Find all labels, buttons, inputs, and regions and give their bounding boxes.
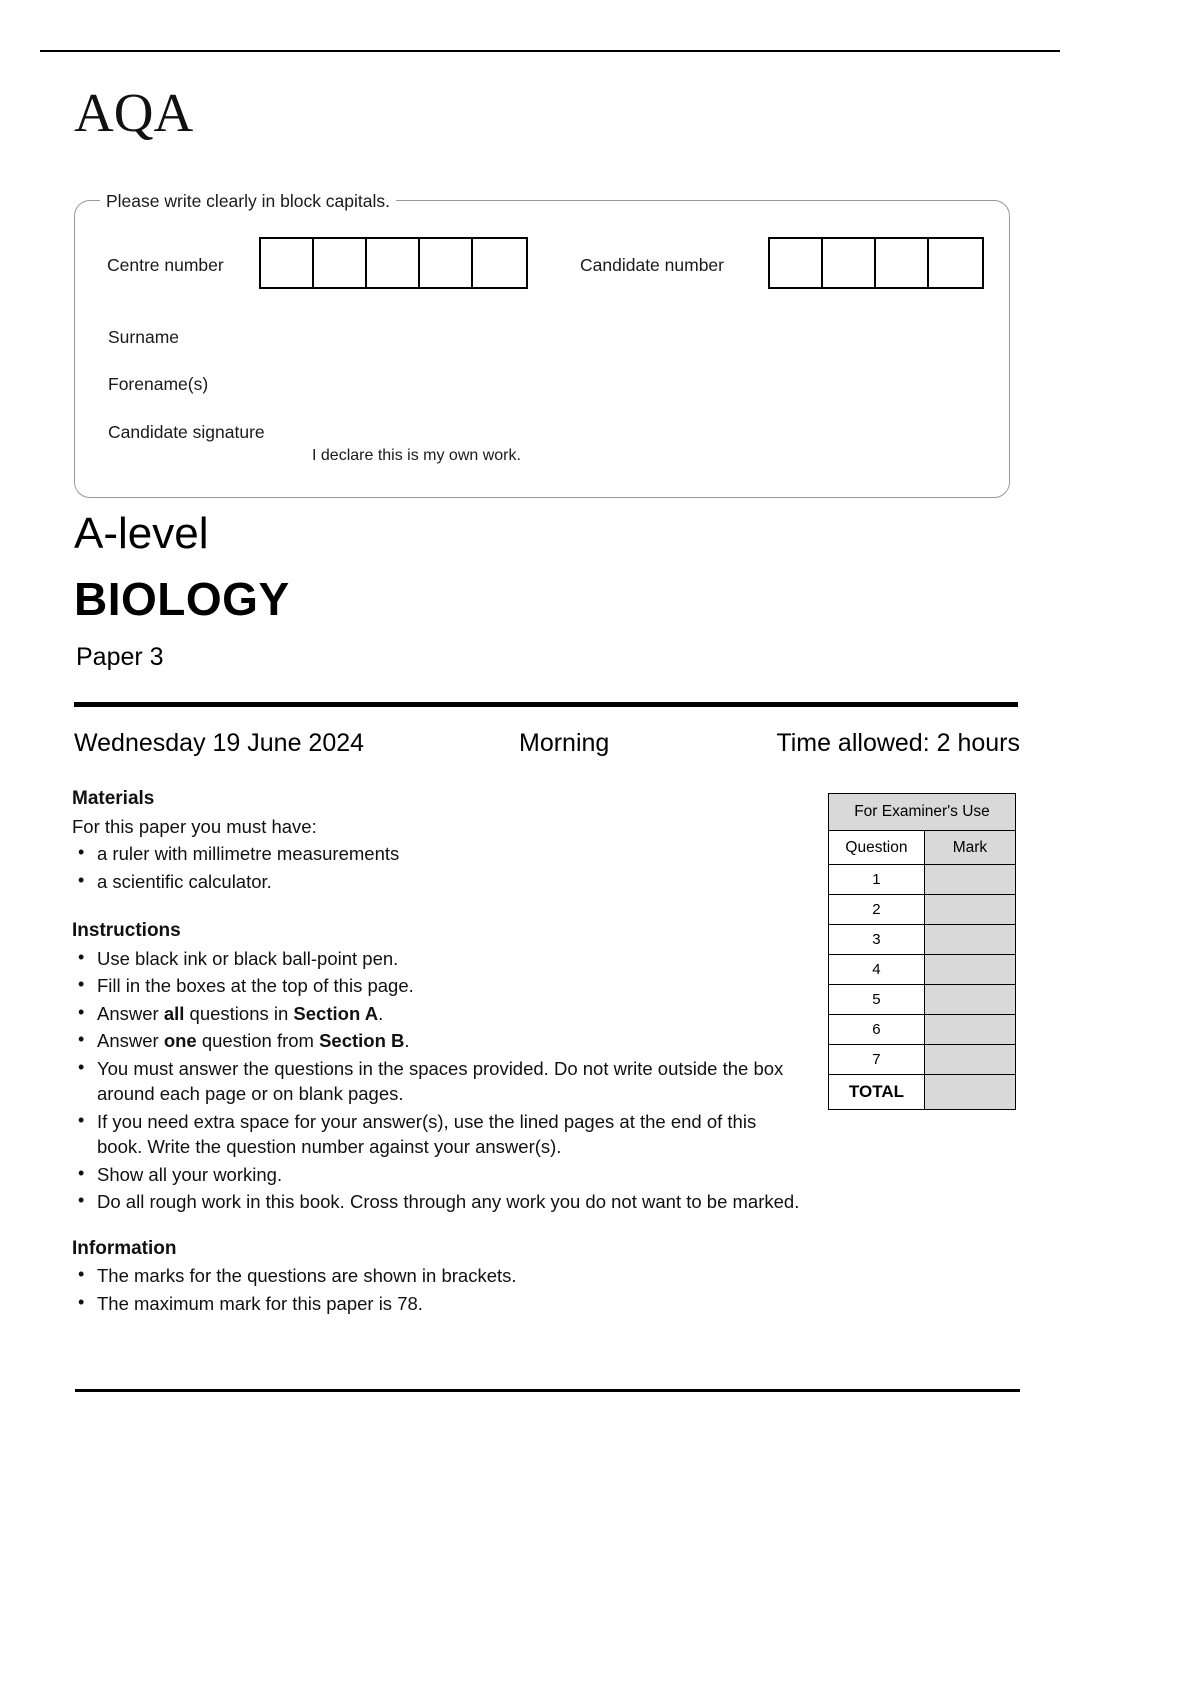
centre-number-digit-2[interactable] <box>314 239 367 287</box>
instructions-heading: Instructions <box>72 920 181 941</box>
surname-label: Surname <box>108 327 180 347</box>
table-row <box>829 1045 1016 1075</box>
centre-number-digit-3[interactable] <box>367 239 420 287</box>
list-item <box>72 1001 802 1027</box>
materials-list <box>72 841 802 894</box>
list-item: • Fill in the boxes at the top of this page. <box>72 973 802 999</box>
total-label: TOTAL <box>829 1075 925 1110</box>
exam-session: Morning <box>519 729 610 757</box>
table-row <box>829 794 1016 831</box>
candidate-number-label: Candidate number <box>580 255 724 275</box>
text-part: . <box>404 1030 410 1051</box>
emphasis-section-a: Section A <box>293 1002 379 1024</box>
column-header-question: Question <box>829 831 925 865</box>
candidate-signature-label: Candidate signature <box>108 422 265 442</box>
mark-cell[interactable] <box>924 1045 1015 1075</box>
instructions-list <box>72 946 802 1215</box>
emphasis-section-b: Section B <box>319 1030 405 1051</box>
information-heading: Information <box>72 1237 177 1259</box>
materials-heading: Materials <box>72 788 155 809</box>
qualification-title: A-level <box>74 509 209 558</box>
forenames-label: Forename(s) <box>108 374 209 394</box>
text-part: Answer <box>97 1030 164 1051</box>
mark-cell[interactable] <box>924 895 1015 925</box>
table-row <box>829 1075 1016 1110</box>
candidate-number-input[interactable] <box>768 237 984 289</box>
list-item: • Use black ink or black ball-point pen. <box>72 946 802 972</box>
emphasis-all: all <box>163 1002 185 1024</box>
examiner-use-title: For Examiner's Use <box>829 794 1016 831</box>
information-list <box>72 1263 802 1316</box>
text-part: questions in <box>184 1002 294 1024</box>
examiner-use-table <box>828 793 1016 1110</box>
question-number: 4 <box>829 955 925 985</box>
mark-cell[interactable] <box>924 925 1015 955</box>
declaration-text: I declare this is my own work. <box>312 447 521 464</box>
question-number: 1 <box>829 865 925 895</box>
title-divider-rule <box>74 702 1018 707</box>
table-row <box>829 1015 1016 1045</box>
question-number: 6 <box>829 1015 925 1045</box>
materials-intro: For this paper you must have: <box>72 815 317 837</box>
mark-cell[interactable] <box>924 985 1015 1015</box>
list-item: • If you need extra space for your answer(s), use the lined pages at the end of this book. Write the question number against your answer(s). <box>72 1109 802 1160</box>
top-rule <box>40 50 1060 52</box>
centre-number-digit-4[interactable] <box>420 239 473 287</box>
question-number: 2 <box>829 895 925 925</box>
bottom-rule <box>75 1389 1020 1392</box>
centre-number-input[interactable] <box>259 237 528 289</box>
centre-number-digit-1[interactable] <box>261 239 314 287</box>
text-part: question from <box>196 1030 320 1051</box>
candidate-number-digit-3[interactable] <box>876 239 929 287</box>
candidate-number-digit-4[interactable] <box>929 239 982 287</box>
exam-time-allowed: Time allowed: 2 hours <box>776 729 1020 757</box>
mark-cell[interactable] <box>924 865 1015 895</box>
exam-info-row <box>74 726 1020 760</box>
subject-title: BIOLOGY <box>74 573 290 625</box>
total-mark-cell[interactable] <box>924 1075 1015 1110</box>
cover-instructions-column <box>72 786 802 1318</box>
block-capitals-note: Please write clearly in block capitals. <box>100 190 396 212</box>
list-item <box>72 1028 802 1054</box>
aqa-logo: AQA <box>74 82 194 143</box>
list-item: • The maximum mark for this paper is 78. <box>72 1291 802 1317</box>
table-row <box>829 865 1016 895</box>
list-item: • a scientific calculator. <box>72 869 802 895</box>
list-item: • The marks for the questions are shown in brackets. <box>72 1263 802 1289</box>
column-header-mark: Mark <box>924 831 1015 865</box>
table-row <box>829 831 1016 865</box>
question-number: 5 <box>829 985 925 1015</box>
centre-number-digit-5[interactable] <box>473 239 526 287</box>
table-row <box>829 895 1016 925</box>
list-item: • Do all rough work in this book. Cross through any work you do not want to be marked. <box>72 1189 802 1215</box>
centre-number-label: Centre number <box>107 255 224 275</box>
table-row <box>829 985 1016 1015</box>
list-item: • a ruler with millimetre measurements <box>72 841 802 867</box>
text-part: . <box>378 1002 384 1024</box>
table-row <box>829 955 1016 985</box>
table-row <box>829 925 1016 955</box>
question-number: 7 <box>829 1045 925 1075</box>
text-part: Answer <box>97 1002 164 1024</box>
mark-cell[interactable] <box>924 1015 1015 1045</box>
candidate-number-digit-1[interactable] <box>770 239 823 287</box>
exam-date: Wednesday 19 June 2024 <box>74 729 365 757</box>
question-number: 3 <box>829 925 925 955</box>
list-item: • Show all your working. <box>72 1162 802 1188</box>
emphasis-one: one <box>163 1030 197 1051</box>
list-item: • You must answer the questions in the spaces provided. Do not write outside the box around each page or on blank pages. <box>72 1056 802 1107</box>
paper-number: Paper 3 <box>76 643 164 671</box>
candidate-number-digit-2[interactable] <box>823 239 876 287</box>
mark-cell[interactable] <box>924 955 1015 985</box>
